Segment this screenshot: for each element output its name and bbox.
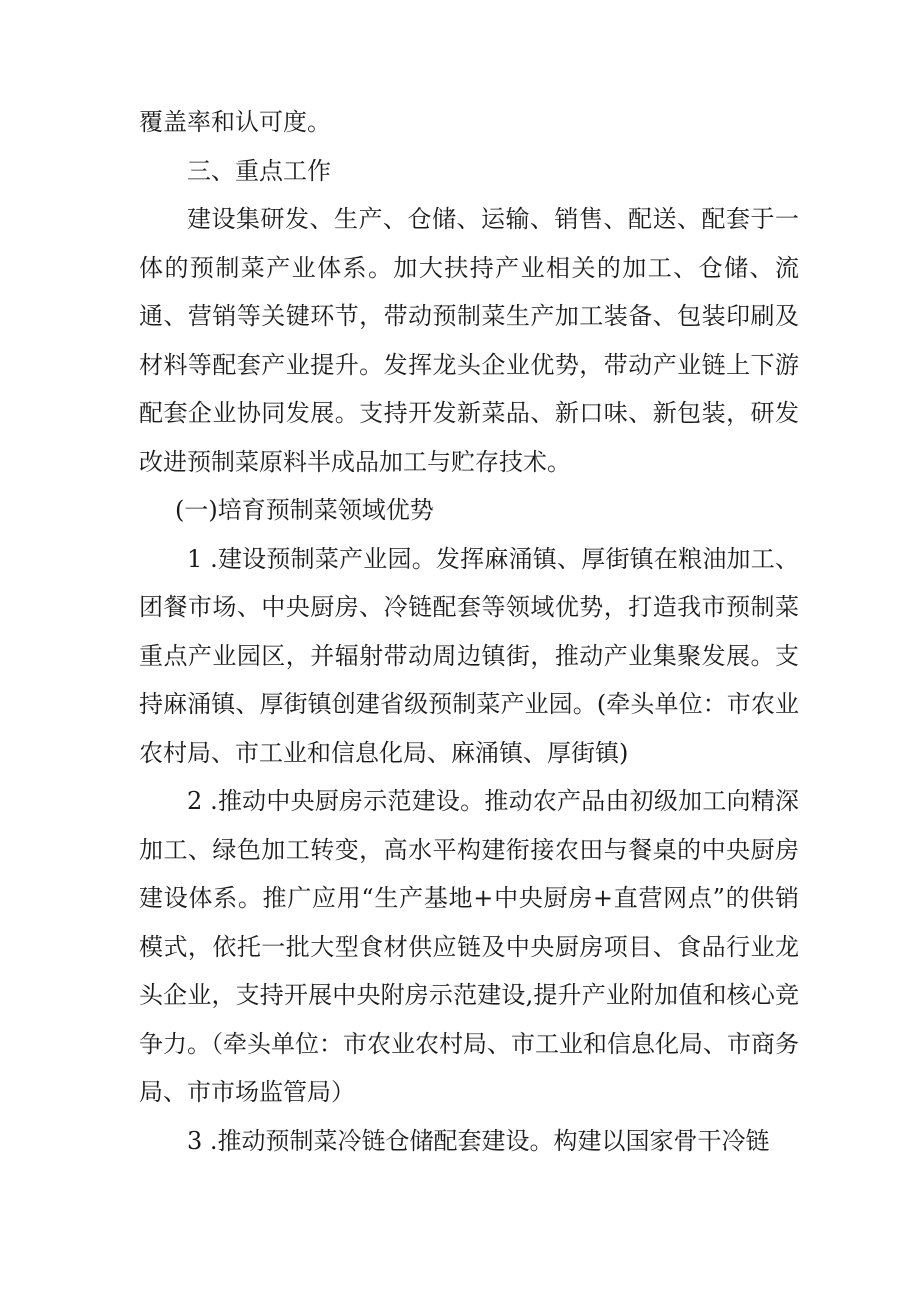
body-paragraph: 建设集研发、生产、仓储、运输、销售、配送、配套于一体的预制菜产业体系。加大扶持产业相关的加工、仓储、流通、营销等关键环节，带动预制菜生产加工装备、包装印刷及材料等配套产业提升。发挥龙头企业优势，带动产业链上下游配套企业协同发展。支持开发新菜品、新口味、新包装，研发改进预制菜原料半成品加工与贮存技术。 bbox=[139, 205, 799, 476]
subsection-heading: (一)培育预制菜领域优势 bbox=[175, 496, 434, 524]
section-heading: 三、重点工作 bbox=[187, 156, 331, 185]
document-body bbox=[139, 98, 799, 1165]
body-paragraph: 1 .建设预制菜产业园。发挥麻涌镇、厚街镇在粮油加工、团餐市场、中央厨房、冷链配套等领域优势，打造我市预制菜重点产业园区，并辐射带动周边镇街，推动产业集聚发展。支持麻涌镇、厚街镇创建省级预制菜产业园。(牵头单位：市农业农村局、市工业和信息化局、麻涌镇、厚街镇) bbox=[139, 544, 799, 767]
body-paragraph: 3 .推动预制菜冷链仓储配套建设。构建以国家骨干冷链 bbox=[187, 1126, 770, 1155]
body-paragraph: 2 .推动中央厨房示范建设。推动农产品由初级加工向精深加工、绿色加工转变，高水平构建衔接农田与餐桌的中央厨房建设体系。推广应用“生产基地+中央厨房+直营网点”的供销模式，依托一批大型食材供应链及中央厨房项目、食品行业龙头企业，支持开展中央附房示范建设,提升产业附加值和核心竞争力。（牵头单位：市农业农村局、市工业和信息化局、市商务局、市市场监管局） bbox=[139, 787, 799, 1106]
continuation-paragraph: 覆盖率和认可度。 bbox=[139, 108, 331, 136]
